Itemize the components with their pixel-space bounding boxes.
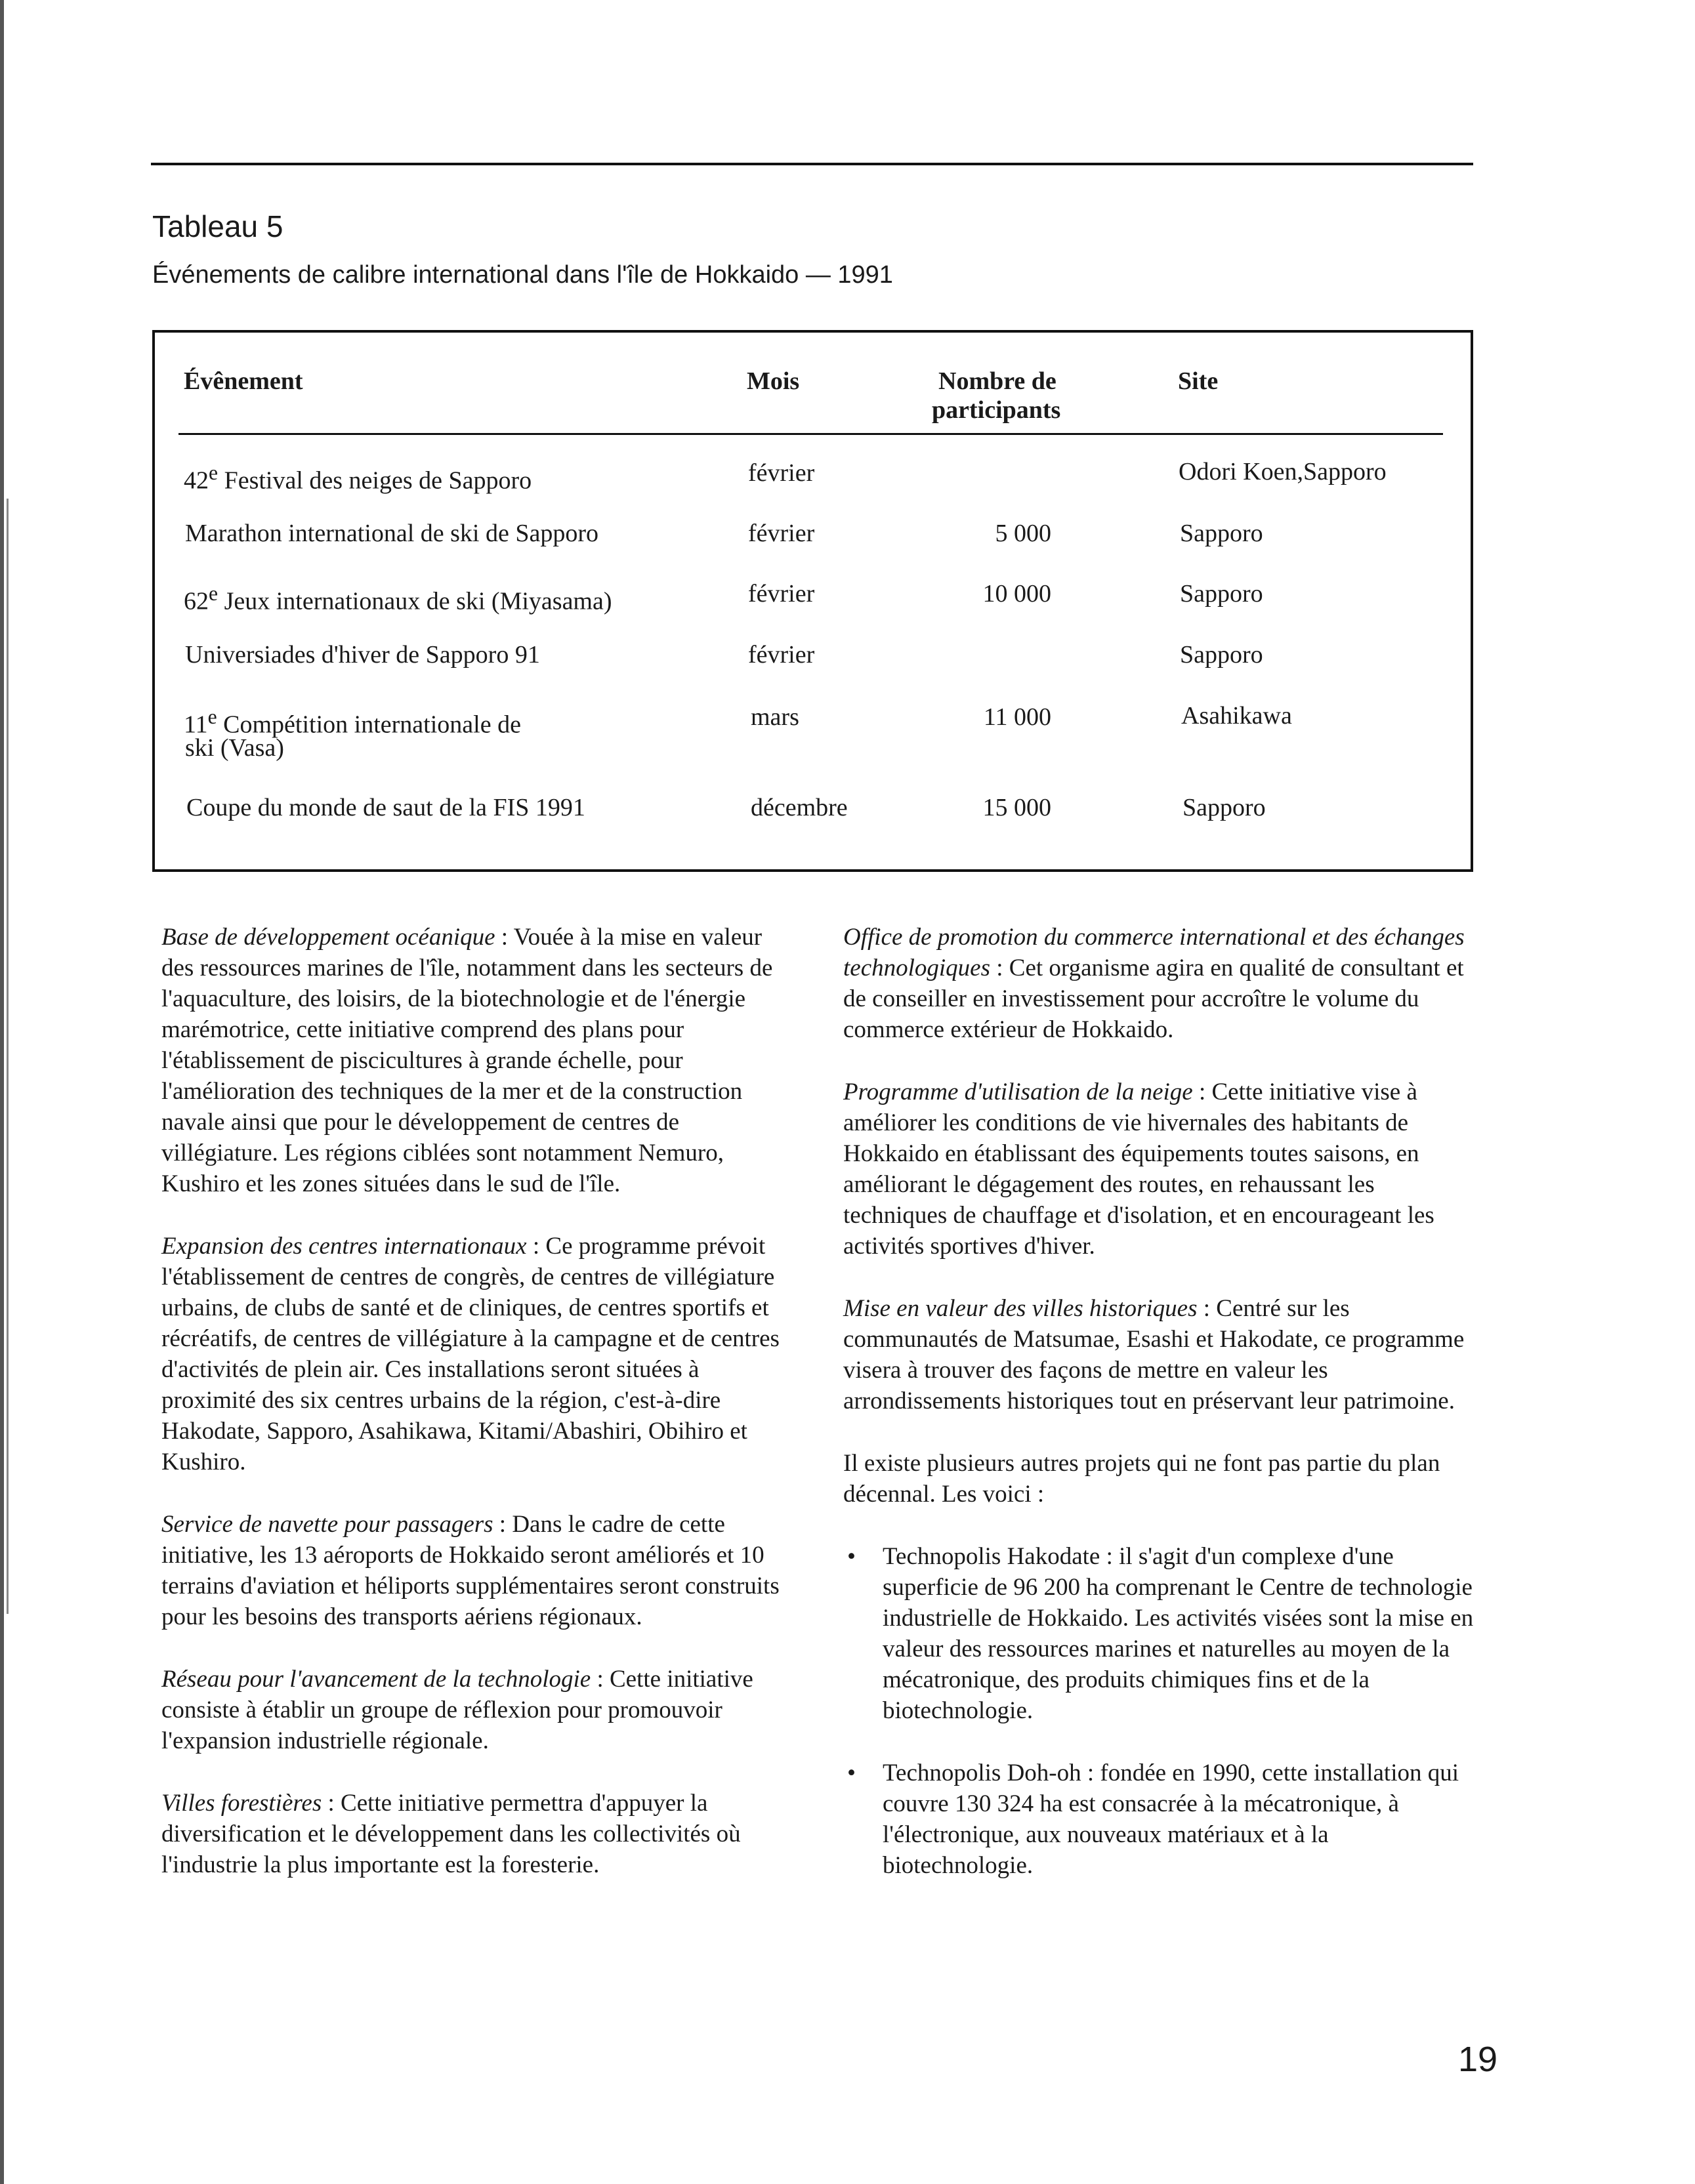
table-row-event: 62e Jeux internationaux de ski (Miyasama) [184, 582, 612, 615]
paragraph [161, 1231, 798, 1477]
list-item [843, 1541, 1480, 1726]
table-row-site: Sapporo [1180, 580, 1263, 608]
table-row-site: Asahikawa [1181, 702, 1292, 730]
paragraph-title: Office de promotion du commerce international et des échanges technologiques [843, 924, 1465, 981]
header-participants-line1: Nombre de [938, 367, 1057, 395]
paragraph [843, 922, 1480, 1045]
header-site: Site [1178, 367, 1219, 395]
table-row-site: Odori Koen,Sapporo [1179, 458, 1387, 485]
table-number: Tableau 5 [152, 209, 283, 243]
table-row-site: Sapporo [1180, 641, 1263, 669]
paragraph-body: : Cette initiative vise à améliorer les conditions de vie hivernales des habitants de Hokkaido en établissant des équipements toutes saisons, en améliorant le dégagement des routes, en rehaussant les techniques de chauffage et d'isolation, et en encourageant les activités sportives d'hiver. [843, 1079, 1434, 1260]
list-item [843, 1758, 1480, 1881]
table-row-month: février [748, 641, 815, 669]
table-row-month: décembre [751, 794, 848, 821]
list-item-text: Technopolis Doh-oh : fondée en 1990, cette installation qui couvre 130 324 ha est consacrée à la mécatronique, à l'électronique, aux nouveaux matériaux et à la biotechnologie. [883, 1760, 1459, 1879]
header-participants-line2: participants [932, 396, 1061, 424]
paragraph-title: Expansion des centres internationaux [161, 1233, 527, 1260]
header-event: Évênement [184, 367, 303, 395]
table-row-participants: 10 000 [982, 580, 1051, 608]
table-caption: Événements de calibre international dans l'île de Hokkaido — 1991 [152, 261, 893, 289]
table-row-event: 11e Compétition internationale de [184, 705, 521, 739]
bullet-icon: • [847, 1543, 856, 1570]
paragraph-title: Réseau pour l'avancement de la technologie [161, 1666, 591, 1693]
paragraph-body: : Vouée à la mise en valeur des ressources marines de l'île, notamment dans les secteurs de l'aquaculture, des loisirs, de la biotechnologie et de l'énergie marémotrice, cette initiative comprend des plans pour l'établissement de piscicultures à grande échelle, pour l'amélioration des techniques de la mer et de la construction navale ainsi que pour le développement de centres de villégiature. Les régions ciblées sont notamment Nemuro, Kushiro et les zones situées dans le sud de l'île. [161, 924, 773, 1197]
paragraph [161, 922, 798, 1199]
bullet-icon: • [847, 1760, 856, 1786]
paragraph-title: Villes forestières [161, 1790, 322, 1817]
header-month: Mois [747, 367, 800, 395]
table-row-event: Marathon international de ski de Sapporo [185, 520, 599, 547]
scan-edge [0, 0, 4, 2184]
table-row-participants: 15 000 [982, 794, 1051, 821]
paragraph [161, 1788, 798, 1880]
table-row-site: Sapporo [1182, 794, 1266, 821]
paragraph [843, 1077, 1480, 1262]
bullet-list [843, 1541, 1480, 1881]
paragraph [843, 1293, 1480, 1416]
paragraph-body: : Ce programme prévoit l'établissement de centres de congrès, de centres de villégiature urbains, de clubs de santé et de cliniques, de centres sportifs et récréatifs, de centres de villégiature à la campagne et de centres d'activités de plein air. Ces installations seront situées à proximité des six centres urbains de la région, c'est-à-dire Hakodate, Sapporo, Asahikawa, Kitami/Abashiri, Obihiro et Kushiro. [161, 1233, 780, 1475]
table-row-event: Universiades d'hiver de Sapporo 91 [185, 641, 540, 669]
right-text-column [843, 922, 1480, 1912]
top-rule [151, 163, 1473, 165]
scan-edge-shadow [7, 499, 9, 1614]
table-row-event: 42e Festival des neiges de Sapporo [184, 461, 532, 495]
paragraph [161, 1664, 798, 1756]
intro-paragraph: Il existe plusieurs autres projets qui ne font pas partie du plan décennal. Les voici : [843, 1450, 1440, 1508]
paragraph-title: Service de navette pour passagers [161, 1511, 493, 1538]
page-number: 19 [1458, 2040, 1498, 2079]
paragraph-body: : Centré sur les communautés de Matsumae, Esashi et Hakodate, ce programme visera à trouver des façons de mettre en valeur les arrondissements historiques tout en préservant leur patrimoine. [843, 1295, 1465, 1414]
table-row-participants: 11 000 [983, 703, 1051, 731]
left-text-column [161, 922, 798, 1912]
table-row-site: Sapporo [1180, 520, 1263, 547]
table-row-event: Coupe du monde de saut de la FIS 1991 [186, 794, 585, 821]
paragraph [161, 1509, 798, 1632]
table-row-month: février [748, 520, 815, 547]
paragraph-title: Mise en valeur des villes historiques [843, 1295, 1198, 1322]
paragraph-body: : Cette initiative consiste à établir un groupe de réflexion pour promouvoir l'expansion industrielle régionale. [161, 1666, 753, 1754]
table-row-month: février [748, 580, 815, 608]
table-row-participants: 5 000 [995, 520, 1051, 547]
paragraph-title: Programme d'utilisation de la neige [843, 1079, 1193, 1105]
table-row-month: février [748, 459, 815, 487]
list-item-text: Technopolis Hakodate : il s'agit d'un complexe d'une superficie de 96 200 ha comprenant le Centre de technologie industrielle de Hokkaido. Les activités visées sont la mise en valeur des ressources marines et naturelles au moyen de la mécatronique, des produits chimiques fins et de la biotechnologie. [883, 1543, 1474, 1724]
paragraph-body: : Dans le cadre de cette initiative, les 13 aéroports de Hokkaido seront améliorés et 10 terrains d'aviation et héliports supplémentaires seront construits pour les besoins des transports aériens régionaux. [161, 1511, 780, 1630]
paragraph-title: Base de développement océanique [161, 924, 495, 951]
paragraph-body: : Cette initiative permettra d'appuyer la diversification et le développement dans les collectivités où l'industrie la plus importante est la foresterie. [161, 1790, 741, 1878]
header-rule [178, 433, 1443, 435]
table-row-event-line2: ski (Vasa) [185, 734, 284, 762]
table-row-month: mars [751, 703, 799, 731]
paragraph-body: : Cet organisme agira en qualité de consultant et de conseiller en investissement pour accroître le volume du commerce extérieur de Hokkaido. [843, 955, 1464, 1043]
